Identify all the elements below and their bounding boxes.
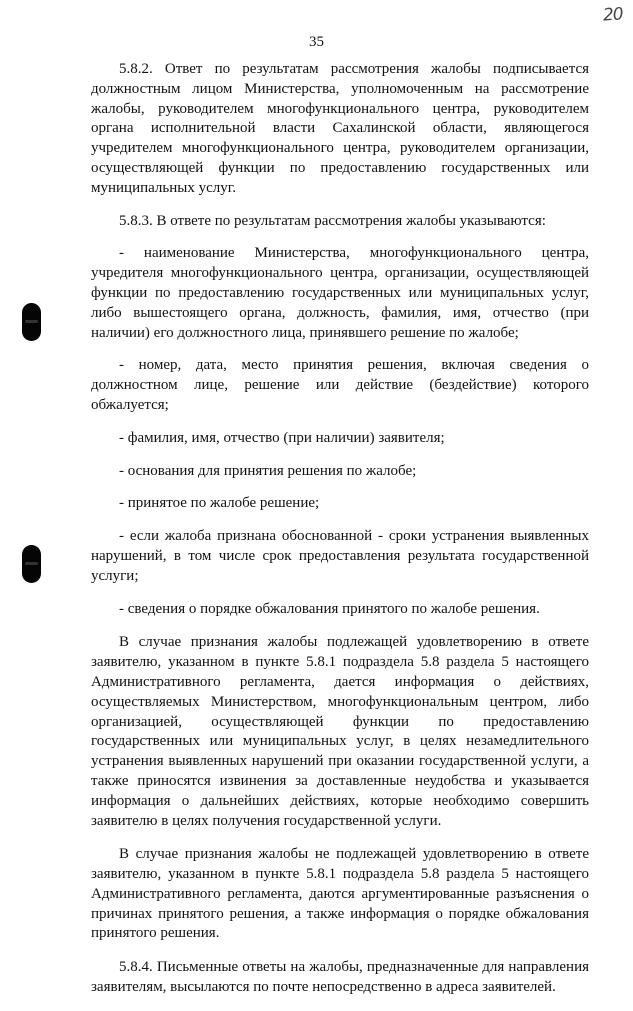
page-number: 35: [309, 34, 324, 50]
binding-hole-bottom: [22, 545, 41, 583]
list-item-applicant: - фамилия, имя, отчество (при наличии) заявителя;: [119, 429, 445, 446]
binding-hole-top: [22, 303, 41, 341]
list-item-decision: - принятое по жалобе решение;: [119, 495, 320, 512]
paragraph-5-8-2: 5.8.2. Ответ по результатам рассмотрения жалобы подписывается должностным лицом Министерства, уполномоченным на рассмотрение жалобы, руководителем многофункционального центра, руководителем органа исполнительной власти Сахалинской области, являющегося учредителем многофункционального центра, руководителем организации, осуществляющей функции по предоставлению государственных или муниципальных услуг.: [91, 61, 589, 196]
paragraph-5-8-4: 5.8.4. Письменные ответы на жалобы, предназначенные для направления заявителям, высылаются по почте непосредственно в адреса заявителей.: [91, 959, 589, 996]
list-item-name: - наименование Министерства, многофункционального центра, учредителя многофункционального центра, организации, осуществляющей функции по предоставлению государственных или муниципальных услуг, либо вышестоящего органа, должность, фамилия, имя, отчество (при наличии) его должностного лица, принявшего решение по жалобе;: [91, 245, 589, 341]
handwritten-page-mark: 20: [602, 4, 624, 26]
list-item-appeal-procedure: - сведения о порядке обжалования принятого по жалобе решения.: [119, 600, 540, 617]
document-body: [91, 60, 589, 1011]
paragraph-5-8-3: 5.8.3. В ответе по результатам рассмотрения жалобы указываются:: [119, 212, 546, 229]
paragraph-complaint-satisfied: В случае признания жалобы подлежащей удовлетворению в ответе заявителю, указанном в пункте 5.8.1 подраздела 5.8 раздела 5 настоящего Административного регламента, дается информация о действиях, осуществляемых Министерством, многофункциональным центром, либо организацией, осуществляющей функции по предоставлению государственных или муниципальных услуг, в целях незамедлительного устранения выявленных нарушений при оказании государственной услуги, а также приносятся извинения за доставленные неудобства и указывается информация о дальнейших действиях, которые необходимо совершить заявителю в целях получения государственной услуги.: [91, 634, 589, 829]
list-item-deadlines: - если жалоба признана обоснованной - сроки устранения выявленных нарушений, в том числе срок предоставления результата государственной услуги;: [91, 528, 589, 584]
paragraph-complaint-rejected: В случае признания жалобы не подлежащей удовлетворению в ответе заявителю, указанном в пункте 5.8.1 подраздела 5.8 раздела 5 настоящего Административного регламента, даются аргументированные разъяснения о причинах принятого решения, а также информация о порядке обжалования принятого решения.: [91, 846, 589, 942]
list-item-grounds: - основания для принятия решения по жалобе;: [119, 462, 417, 479]
list-item-decision-details: - номер, дата, место принятия решения, включая сведения о должностном лице, решение или действие (бездействие) которого обжалуется;: [91, 357, 589, 413]
